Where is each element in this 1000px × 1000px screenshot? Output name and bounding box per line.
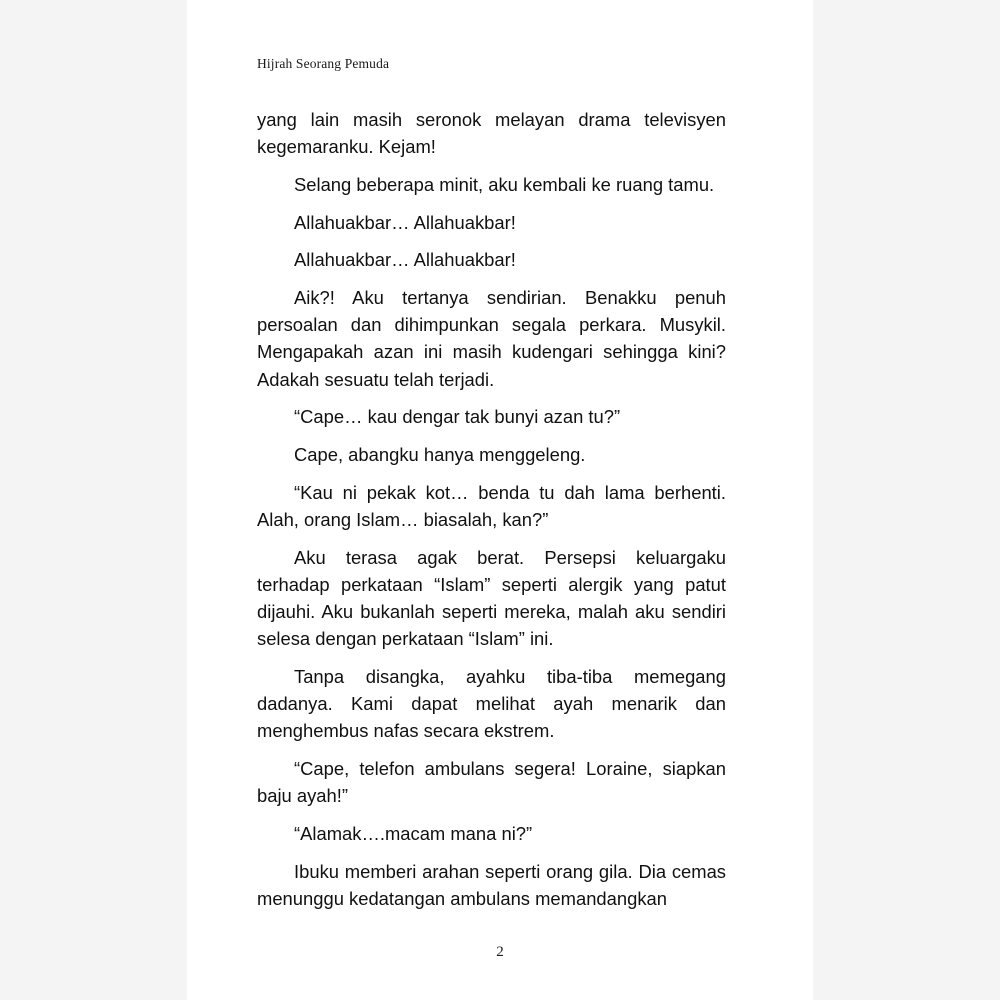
book-page-sheet — [187, 0, 813, 1000]
paragraph: Tanpa disangka, ayahku tiba-tiba memegang dadanya. Kami dapat melihat ayah menarik dan menghembus nafas secara ekstrem. — [257, 665, 726, 742]
paragraph: “Cape, telefon ambulans segera! Loraine, siapkan baju ayah!” — [257, 758, 726, 807]
paragraph: Allahuakbar… Allahuakbar! — [294, 249, 516, 271]
paragraph: Cape, abangku hanya menggeleng. — [294, 444, 586, 466]
paragraph: Aik?! Aku tertanya sendirian. Benakku penuh persoalan dan dihimpunkan segala perkara. Musykil. Mengapakah azan ini masih kudengari sehingga kini? Adakah sesuatu telah terjadi. — [257, 287, 726, 390]
running-header: Hijrah Seorang Pemuda — [257, 56, 390, 71]
paragraph: “Cape… kau dengar tak bunyi azan tu?” — [294, 406, 621, 428]
paragraph: “Kau ni pekak kot… benda tu dah lama berhenti. Alah, orang Islam… biasalah, kan?” — [257, 481, 726, 530]
paragraph: yang lain masih seronok melayan drama televisyen kegemaranku. Kejam! — [257, 109, 726, 158]
body-text-column — [257, 106, 726, 912]
paragraph: “Alamak….macam mana ni?” — [294, 822, 533, 844]
paragraph: Ibuku memberi arahan seperti orang gila. Dia cemas menunggu kedatangan ambulans memandangkan — [257, 860, 726, 909]
paragraph: Allahuakbar… Allahuakbar! — [294, 211, 516, 233]
page-number: 2 — [496, 944, 504, 960]
paragraph: Selang beberapa minit, aku kembali ke ruang tamu. — [294, 173, 715, 195]
paragraph: Aku terasa agak berat. Persepsi keluargaku terhadap perkataan “Islam” seperti alergik yang patut dijauhi. Aku bukanlah seperti mereka, malah aku sendiri selesa dengan perkataan “Islam” ini. — [257, 546, 726, 650]
